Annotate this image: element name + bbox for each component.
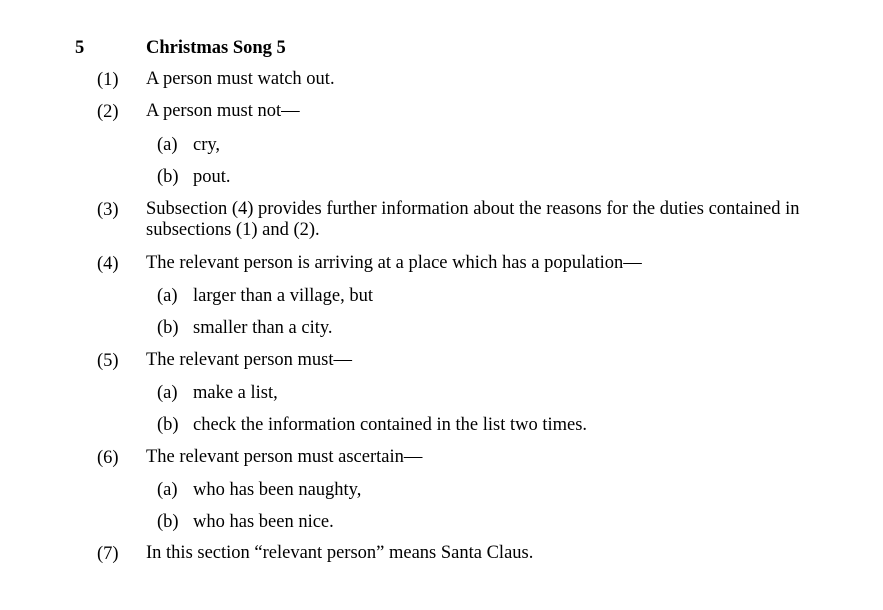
subsection-text: A person must not— — [146, 101, 300, 121]
paragraph-text: larger than a village, but — [193, 286, 373, 306]
paragraph-letter: (b) — [157, 415, 179, 435]
paragraph-text: cry, — [193, 135, 221, 155]
paragraph-letter: (a) — [157, 135, 178, 155]
subsection-number: (6) — [97, 448, 119, 468]
subsection-text: The relevant person must ascertain— — [146, 447, 423, 467]
paragraph-letter: (a) — [157, 383, 178, 403]
paragraph-text: who has been naughty, — [193, 480, 362, 500]
paragraph-letter: (b) — [157, 512, 179, 532]
section-number: 5 — [75, 38, 85, 58]
subsection-number: (3) — [97, 200, 119, 220]
subsection-text: The relevant person must— — [146, 350, 353, 370]
paragraph-letter: (a) — [157, 480, 178, 500]
subsection-number: (4) — [97, 254, 119, 274]
paragraph-text: smaller than a city. — [193, 318, 333, 338]
paragraph-letter: (b) — [157, 167, 179, 187]
subsection-text: A person must watch out. — [146, 69, 335, 89]
paragraph-text: who has been nice. — [193, 512, 334, 532]
paragraph-letter: (b) — [157, 318, 179, 338]
section-title: Christmas Song 5 — [146, 38, 286, 58]
paragraph-text: pout. — [193, 167, 231, 187]
paragraph-text: make a list, — [193, 383, 278, 403]
subsection-number: (2) — [97, 102, 119, 122]
paragraph-text: check the information contained in the list two times. — [193, 415, 588, 435]
subsection-number: (1) — [97, 70, 119, 90]
subsection-number: (7) — [97, 544, 119, 564]
subsection-number: (5) — [97, 351, 119, 371]
subsection-text: In this section “relevant person” means Santa Claus. — [146, 543, 534, 563]
subsection-text: The relevant person is arriving at a place which has a population— — [146, 253, 642, 273]
paragraph-letter: (a) — [157, 286, 178, 306]
subsection-text: Subsection (4) provides further information about the reasons for the duties contained in subsections (1) and (2). — [146, 199, 800, 240]
